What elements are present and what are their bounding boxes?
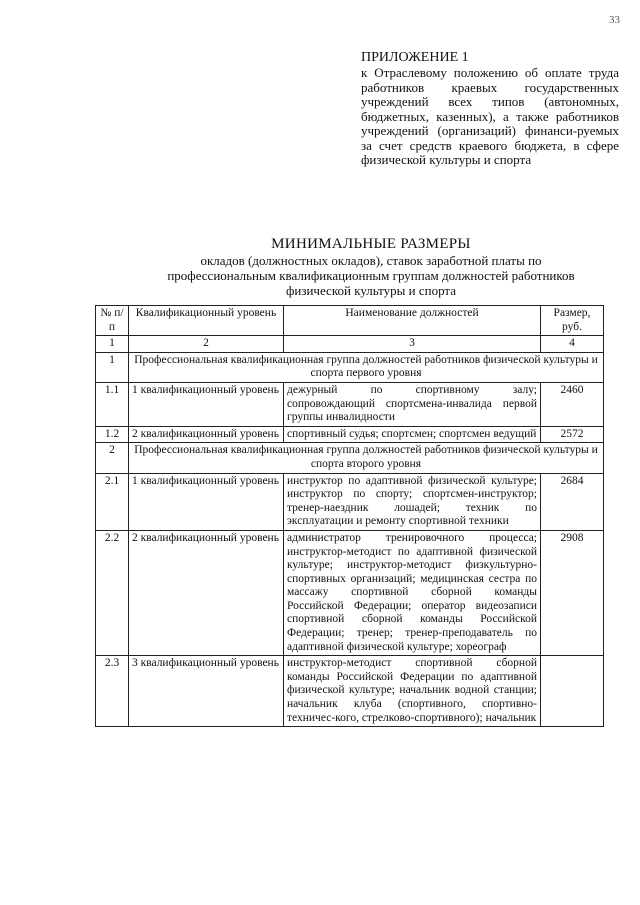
column-number: 1 xyxy=(96,336,129,353)
column-number-row xyxy=(96,336,604,353)
group-title: Профессиональная квалификационная группа должностей работников физической культуры и спорта второго уровня xyxy=(129,443,604,473)
column-number: 3 xyxy=(284,336,541,353)
header-level: Квалификационный уровень xyxy=(129,306,284,336)
header-size: Размер, руб. xyxy=(541,306,604,336)
header-num: № п/п xyxy=(96,306,129,336)
row-level: 1 квалификационный уровень xyxy=(129,382,284,426)
table-row xyxy=(96,530,604,655)
row-size: 2908 xyxy=(541,530,604,655)
row-level: 1 квалификационный уровень xyxy=(129,473,284,530)
column-number: 4 xyxy=(541,336,604,353)
row-num: 2.3 xyxy=(96,656,129,727)
row-num: 1.1 xyxy=(96,382,129,426)
header-positions: Наименование должностей xyxy=(284,306,541,336)
table-row xyxy=(96,656,604,727)
row-size: 2684 xyxy=(541,473,604,530)
table-header-row xyxy=(96,306,604,336)
heading-subtitle: окладов (должностных окладов), ставок заработной платы по профессиональным квалификационным группам должностей работников физической культуры и спорта xyxy=(167,253,575,298)
appendix-title: ПРИЛОЖЕНИЕ 1 xyxy=(361,50,469,65)
row-positions: инструктор по адаптивной физической культуре; инструктор по спорту; спортсмен-инструктор; тренер-наездник лошадей; техник по эксплуатации и ремонту спортивной техники xyxy=(284,473,541,530)
row-positions: администратор тренировочного процесса; инструктор-методист по адаптивной физической культуре; инструктор-методист физкультурно-спортивных организаций; медицинская сестра по массажу спортивной сборной команды Российской Федерации; оператор видеозаписи спортивной сборной команды Российской Федерации; тренер; тренер-преподаватель по адаптивной физической культуре; хореограф xyxy=(284,530,541,655)
table-row xyxy=(96,426,604,443)
row-positions: инструктор-методист спортивной сборной команды Российской Федерации по адаптивной физической культуре; начальник водной станции; начальник клуба (спортивного, спортивно-техничес-кого, стрелково-спортивного); начальник xyxy=(284,656,541,727)
document-heading xyxy=(150,236,592,298)
group-num: 1 xyxy=(96,352,129,382)
row-size xyxy=(541,656,604,727)
row-level: 2 квалификационный уровень xyxy=(129,530,284,655)
salary-table xyxy=(95,305,604,727)
heading-title: МИНИМАЛЬНЫЕ РАЗМЕРЫ xyxy=(271,236,471,252)
row-positions: дежурный по спортивному залу; сопровождающий спортсмена-инвалида первой группы инвалидности xyxy=(284,382,541,426)
appendix-text: к Отраслевому положению об оплате труда работников краевых государственных учреждений всех типов (автономных, бюджетных, казенных), а также работников учреждений (организаций) финанси-руемых за счет средств краевого бюджета, в сфере физической культуры и спорта xyxy=(361,65,619,167)
group-row xyxy=(96,352,604,382)
column-number: 2 xyxy=(129,336,284,353)
row-level: 2 квалификационный уровень xyxy=(129,426,284,443)
row-size: 2460 xyxy=(541,382,604,426)
row-positions: спортивный судья; спортсмен; спортсмен ведущий xyxy=(284,426,541,443)
row-level: 3 квалификационный уровень xyxy=(129,656,284,727)
page-number: 33 xyxy=(609,14,620,26)
row-size: 2572 xyxy=(541,426,604,443)
row-num: 1.2 xyxy=(96,426,129,443)
group-num: 2 xyxy=(96,443,129,473)
row-num: 2.2 xyxy=(96,530,129,655)
appendix-block xyxy=(361,50,619,168)
group-title: Профессиональная квалификационная группа должностей работников физической культуры и спорта первого уровня xyxy=(129,352,604,382)
table-row xyxy=(96,473,604,530)
group-row xyxy=(96,443,604,473)
row-num: 2.1 xyxy=(96,473,129,530)
table-row xyxy=(96,382,604,426)
